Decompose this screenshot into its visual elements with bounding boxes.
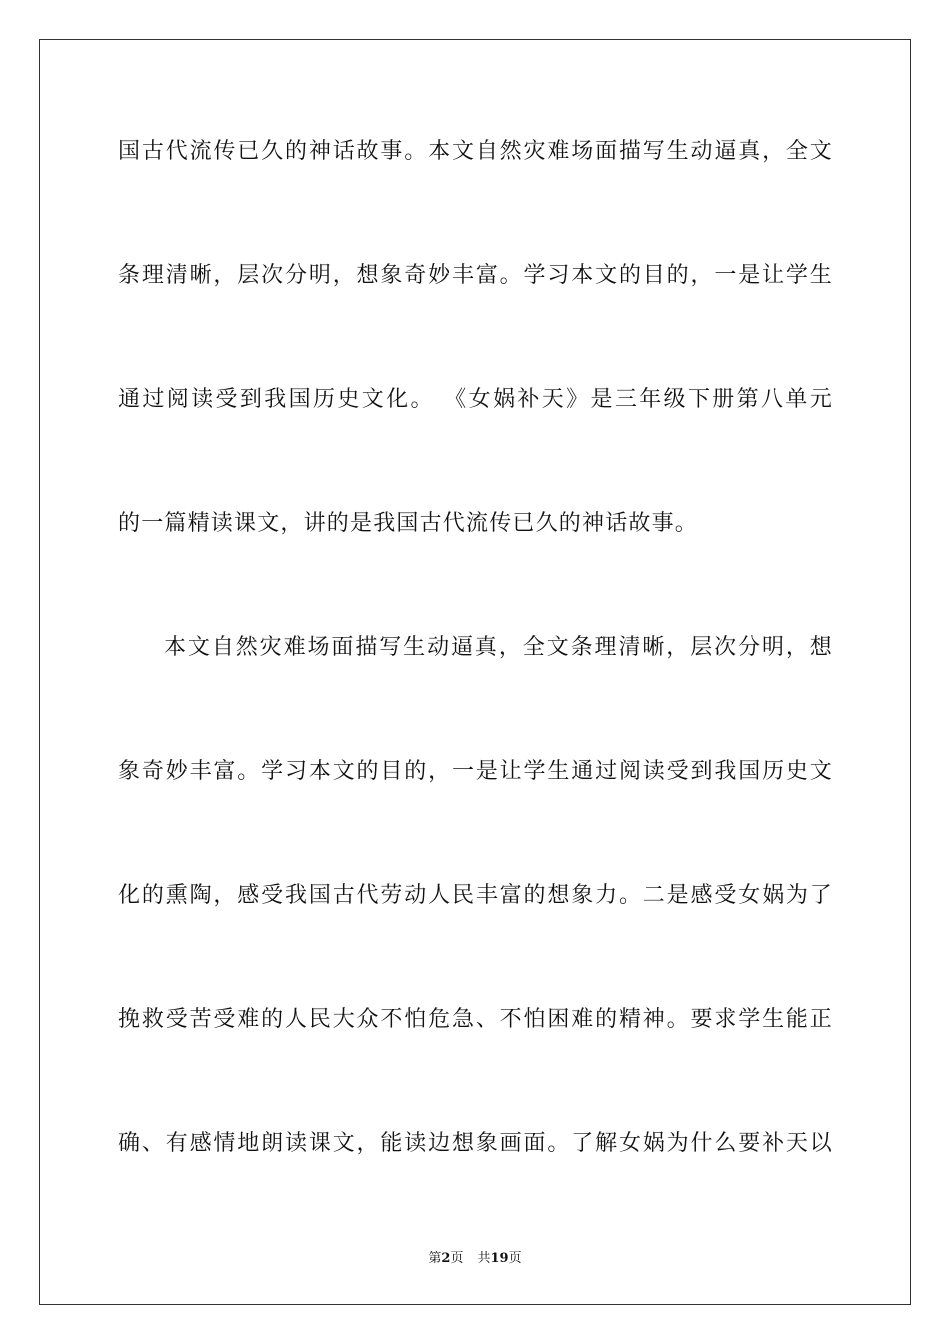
text-line: 条理清晰，层次分明，想象奇妙丰富。学习本文的目的，一是让学生 — [118, 263, 833, 288]
page-footer — [0, 1247, 950, 1266]
page-suffix: 页 — [450, 1251, 464, 1266]
total-prefix: 共 — [477, 1251, 491, 1266]
text-line: 本文自然灾难场面描写生动逼真，全文条理清晰，层次分明，想 — [164, 635, 833, 660]
text-line: 国古代流传已久的神话故事。本文自然灾难场面描写生动逼真，全文 — [118, 139, 833, 164]
text-line: 挽救受苦受难的人民大众不怕危急、不怕困难的精神。要求学生能正 — [118, 1007, 833, 1032]
text-line: 象奇妙丰富。学习本文的目的，一是让学生通过阅读受到我国历史文 — [118, 759, 833, 784]
text-line: 的一篇精读课文，讲的是我国古代流传已久的神话故事。 — [118, 511, 699, 536]
text-line: 通过阅读受到我国历史文化。 《女娲补天》是三年级下册第八单元 — [118, 387, 833, 412]
page-number: 2 — [441, 1251, 451, 1266]
total-pages: 19 — [490, 1251, 509, 1266]
total-suffix: 页 — [508, 1251, 522, 1266]
text-line: 确、有感情地朗读课文，能读边想象画面。了解女娲为什么要补天以 — [118, 1131, 833, 1156]
document-body — [118, 118, 833, 1234]
text-line: 化的熏陶，感受我国古代劳动人民丰富的想象力。二是感受女娲为了 — [118, 883, 833, 908]
page-prefix: 第 — [428, 1251, 442, 1266]
